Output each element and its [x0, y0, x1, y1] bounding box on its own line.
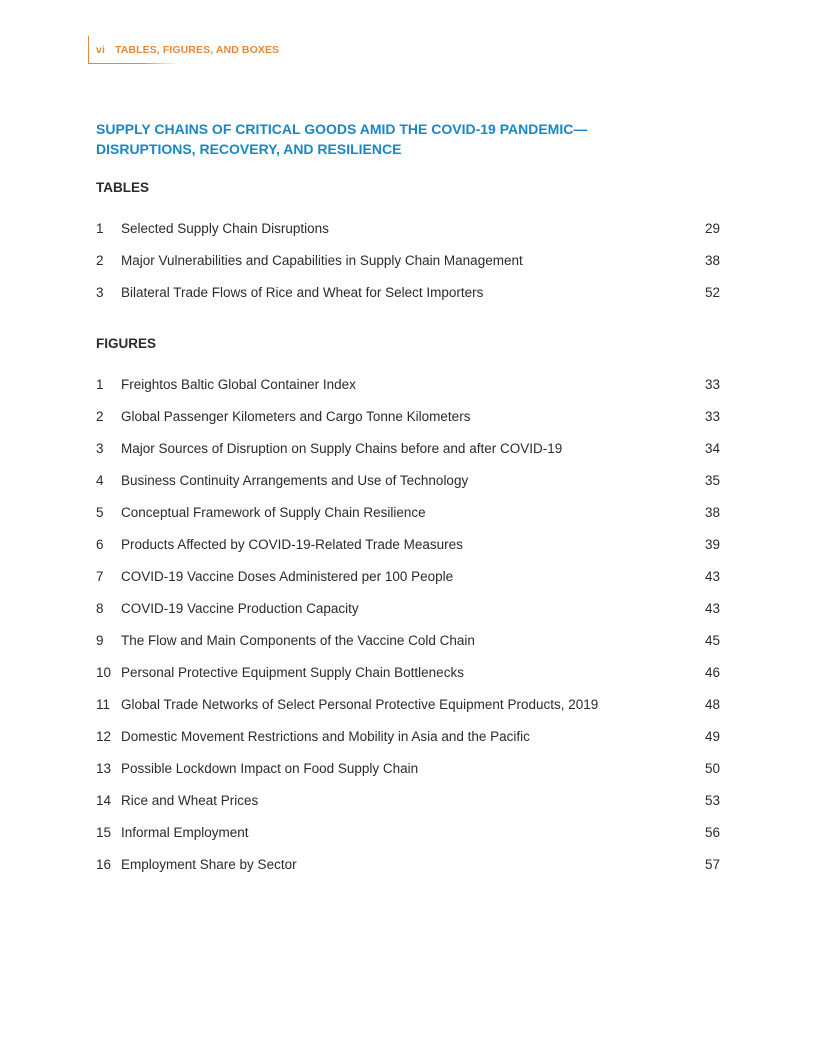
entry-page: 49: [704, 729, 720, 744]
figure-entry[interactable]: [96, 439, 720, 471]
table-entry[interactable]: [96, 251, 720, 283]
entry-title: Personal Protective Equipment Supply Chain Bottlenecks: [121, 665, 464, 680]
entry-number: 11: [96, 697, 111, 712]
running-head-text: [96, 44, 279, 56]
running-head: [88, 36, 280, 64]
figure-entry[interactable]: [96, 663, 720, 695]
entry-title: Possible Lockdown Impact on Food Supply Chain: [121, 761, 419, 776]
running-head-rule-horizontal: [88, 63, 178, 64]
figure-entry[interactable]: [96, 759, 720, 791]
entry-title: COVID-19 Vaccine Production Capacity: [121, 601, 359, 616]
entry-title: Products Affected by COVID-19-Related Trade Measures: [121, 537, 463, 552]
entry-number: 4: [96, 473, 104, 488]
table-entry[interactable]: [96, 219, 720, 251]
entry-title: Major Sources of Disruption on Supply Chains before and after COVID-19: [121, 441, 563, 456]
entry-page: 34: [704, 441, 720, 456]
entry-page: 29: [704, 221, 720, 236]
running-head-title: TABLES, FIGURES, AND BOXES: [114, 44, 280, 56]
entry-title: Domestic Movement Restrictions and Mobility in Asia and the Pacific: [121, 729, 530, 744]
entry-page: 38: [704, 253, 720, 268]
entry-page: 46: [704, 665, 720, 680]
entry-number: 15: [96, 825, 112, 840]
figure-entry[interactable]: [96, 631, 720, 663]
figure-entry[interactable]: [96, 695, 720, 727]
entry-title: Conceptual Framework of Supply Chain Resilience: [121, 505, 426, 520]
figure-entry[interactable]: [96, 599, 720, 631]
entry-number: 3: [96, 285, 104, 300]
entry-page: 57: [704, 857, 720, 872]
section-title: [96, 119, 656, 159]
entry-number: 3: [96, 441, 104, 456]
running-head-rule-vertical: [88, 36, 89, 64]
figure-entry[interactable]: [96, 567, 720, 599]
tables-list: [96, 219, 720, 315]
entry-number: 8: [96, 601, 104, 616]
entry-title: Global Passenger Kilometers and Cargo Tonne Kilometers: [121, 409, 471, 424]
entry-page: 56: [704, 825, 720, 840]
entry-number: 2: [96, 409, 104, 424]
entry-page: 43: [704, 569, 720, 584]
entry-title: Freightos Baltic Global Container Index: [121, 377, 356, 392]
entry-page: 33: [704, 377, 720, 392]
entry-number: 12: [96, 729, 112, 744]
entry-page: 48: [704, 697, 720, 712]
entry-page: 39: [704, 537, 720, 552]
figures-heading: FIGURES: [96, 336, 157, 351]
entry-page: 35: [704, 473, 720, 488]
entry-number: 10: [96, 665, 112, 680]
entry-page: 33: [704, 409, 720, 424]
entry-title: Informal Employment: [121, 825, 249, 840]
entry-title: Rice and Wheat Prices: [121, 793, 259, 808]
entry-page: 52: [704, 285, 720, 300]
entry-title: COVID-19 Vaccine Doses Administered per 100 People: [121, 569, 454, 584]
entry-number: 13: [96, 761, 112, 776]
figure-entry[interactable]: [96, 535, 720, 567]
figure-entry[interactable]: [96, 407, 720, 439]
section-title-line1: SUPPLY CHAINS OF CRITICAL GOODS AMID THE COVID-19 PANDEMIC—: [96, 121, 588, 137]
entry-title: Employment Share by Sector: [121, 857, 297, 872]
figure-entry[interactable]: [96, 375, 720, 407]
entry-title: Bilateral Trade Flows of Rice and Wheat for Select Importers: [121, 285, 484, 300]
tables-heading: TABLES: [96, 180, 149, 195]
entry-title: Selected Supply Chain Disruptions: [121, 221, 329, 236]
entry-number: 9: [96, 633, 104, 648]
entry-number: 7: [96, 569, 104, 584]
entry-number: 2: [96, 253, 104, 268]
entry-number: 1: [96, 377, 104, 392]
table-entry[interactable]: [96, 283, 720, 315]
entry-page: 53: [704, 793, 720, 808]
section-title-line2: DISRUPTIONS, RECOVERY, AND RESILIENCE: [96, 141, 402, 157]
entry-title: Major Vulnerabilities and Capabilities in Supply Chain Management: [121, 253, 523, 268]
figure-entry[interactable]: [96, 791, 720, 823]
entry-title: Business Continuity Arrangements and Use of Technology: [121, 473, 469, 488]
figure-entry[interactable]: [96, 823, 720, 855]
entry-number: 6: [96, 537, 104, 552]
entry-number: 16: [96, 857, 112, 872]
figure-entry[interactable]: [96, 503, 720, 535]
entry-page: 45: [704, 633, 720, 648]
figure-entry[interactable]: [96, 471, 720, 503]
entry-page: 43: [704, 601, 720, 616]
entry-number: 5: [96, 505, 104, 520]
entry-title: Global Trade Networks of Select Personal Protective Equipment Products, 2019: [121, 697, 599, 712]
entry-page: 38: [704, 505, 720, 520]
entry-number: 1: [96, 221, 104, 236]
entry-page: 50: [704, 761, 720, 776]
figure-entry[interactable]: [96, 855, 720, 887]
figures-list: [96, 375, 720, 887]
figure-entry[interactable]: [96, 727, 720, 759]
running-head-page-number: vi: [96, 44, 105, 56]
entry-title: The Flow and Main Components of the Vaccine Cold Chain: [121, 633, 475, 648]
entry-number: 14: [96, 793, 112, 808]
